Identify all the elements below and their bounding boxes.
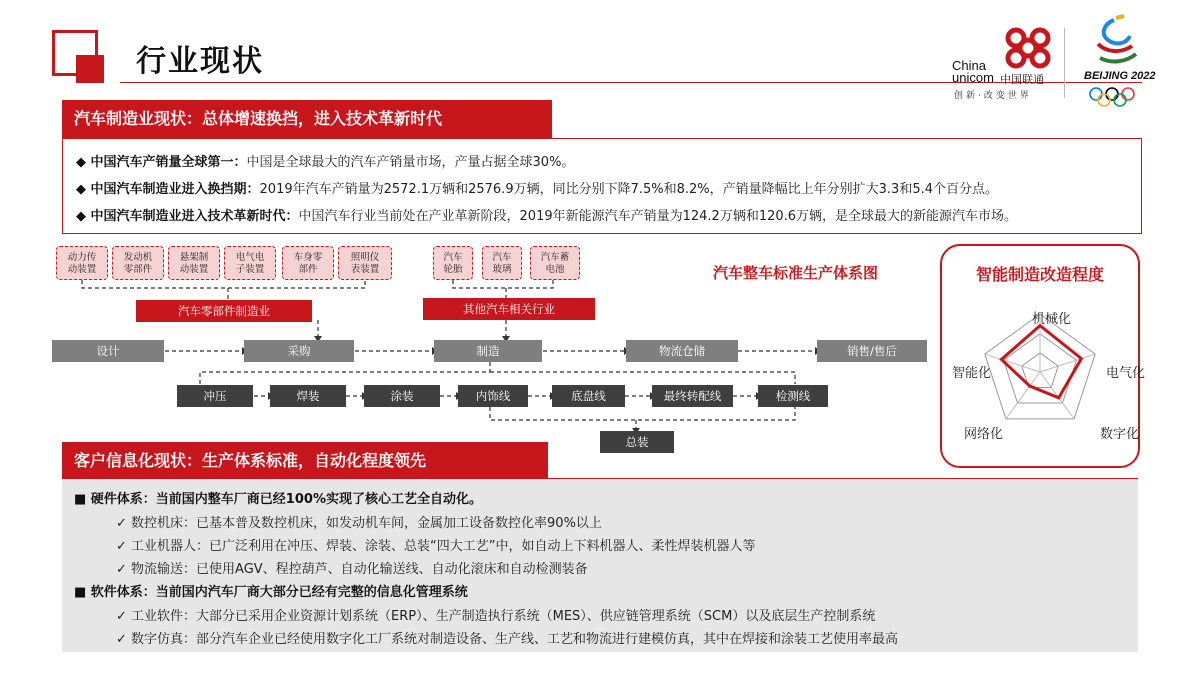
software-item-2: ✓ 数字仿真：部分汽车企业已经使用数字化工厂系统对制造设备、生产线、工艺和物流进行建模仿真，其中在焊接和涂装工艺使用率最高 — [116, 632, 899, 647]
hardware-item-1: ✓ 数控机床：已基本普及数控机床，如发动机车间，金属加工设备数控化率90%以上 — [116, 516, 602, 531]
section1-title: 汽车制造业现状：总体增速换挡，进入技术革新时代 — [62, 100, 552, 138]
other-box-3: 汽车蓄 电池 — [530, 246, 580, 280]
software-title: ■ 软件体系：当前国内汽车厂商大部分已经有完整的信息化管理系统 — [74, 585, 468, 600]
radar-label-digitized: 数字化 — [1100, 427, 1140, 442]
logo-divider — [1064, 28, 1065, 98]
radar-label-electrified: 电气化 — [1106, 366, 1146, 381]
other-box-1: 汽车 轮胎 — [433, 246, 473, 280]
page-title: 行业现状 — [136, 44, 264, 79]
radar-label-networked: 网络化 — [964, 427, 1004, 442]
olympic-rings-icon — [1088, 86, 1140, 108]
china-unicom-knot-icon — [998, 24, 1058, 70]
software-item-1: ✓ 工业软件：大部分已采用企业资源计划系统（ERP）、生产制造执行系统（MES）、供应链管理系统（SCM）以及底层生产控制系统 — [116, 609, 876, 624]
part-box-1: 动力传 动装置 — [56, 246, 108, 280]
process-stamping: 冲压 — [177, 385, 253, 407]
other-box-2: 汽车 玻璃 — [482, 246, 522, 280]
hardware-title: ■ 硬件体系：当前国内整车厂商已经100%实现了核心工艺全自动化。 — [74, 492, 482, 507]
hardware-item-3: ✓ 物流输送：已使用AGV、程控葫芦、自动化输送线、自动化滚床和自动检测装备 — [116, 562, 588, 577]
diagram-title: 汽车整车标准生产体系图 — [713, 264, 879, 282]
part-box-4: 电气电 子装置 — [224, 246, 276, 280]
brand-slogan: 创新·改变世界 — [954, 91, 1032, 101]
part-box-5: 车身零 部件 — [282, 246, 334, 280]
process-inspection: 检测线 — [758, 385, 828, 407]
process-welding: 焊装 — [270, 385, 346, 407]
chain-logistics: 物流仓储 — [626, 340, 738, 362]
chain-manufacturing: 制造 — [434, 340, 542, 362]
chain-procurement: 采购 — [244, 340, 354, 362]
process-final-line: 最终转配线 — [652, 385, 733, 407]
process-chassis: 底盘线 — [552, 385, 625, 407]
beijing-2022-emblem-icon — [1086, 14, 1142, 70]
other-industry-bar: 其他汽车相关行业 — [423, 298, 595, 320]
hardware-item-2: ✓ 工业机器人：已广泛利用在冲压、焊装、涂装、总装“四大工艺”中，如自动上下料机器人、柔性焊装机器人等 — [116, 539, 756, 554]
radar-label-intelligent: 智能化 — [952, 366, 992, 381]
brand-cn: 中国联通 — [1000, 73, 1044, 86]
radar-series-polygon — [1001, 326, 1081, 398]
parts-industry-bar: 汽车零部件制造业 — [136, 300, 312, 322]
bullet-2: ◆ 中国汽车制造业进入换挡期：2019年汽车产销量为2572.1万辆和2576.9万辆，同比分别下降7.5%和8.2%，产销量降幅比上年分别扩大3.3和5.4个百分点。 — [76, 182, 998, 197]
chain-design: 设计 — [52, 340, 164, 362]
radar-title: 智能制造改造程度 — [975, 265, 1104, 284]
olympic-text: BEIJING 2022 — [1084, 70, 1156, 82]
brand-en-unicom: unicom — [952, 70, 994, 85]
part-box-2: 发动机 零部件 — [112, 246, 164, 280]
section2-title: 客户信息化现状：生产体系标准，自动化程度领先 — [62, 442, 548, 480]
radar-spoke-1 — [1040, 354, 1095, 372]
bullet-1: ◆ 中国汽车产销量全球第一：中国是全球最大的汽车产销量市场，产量占据全球30%。 — [76, 155, 575, 170]
process-painting: 涂装 — [364, 385, 440, 407]
chain-sales: 销售/售后 — [817, 340, 927, 362]
radar-label-mechanized: 机械化 — [1032, 312, 1072, 327]
final-assembly: 总装 — [600, 431, 674, 453]
part-box-6: 照明仪 表装置 — [338, 246, 392, 280]
brand-en-china: China — [952, 58, 986, 73]
bullet-3: ◆ 中国汽车制造业进入技术革新时代：中国汽车行业当前处在产业革新阶段，2019年新能源汽车产销量为124.2万辆和120.6万辆，是全球最大的新能源汽车市场。 — [76, 209, 1018, 224]
part-box-3: 悬架制 动装置 — [168, 246, 220, 280]
process-trim: 内饰线 — [458, 385, 528, 407]
